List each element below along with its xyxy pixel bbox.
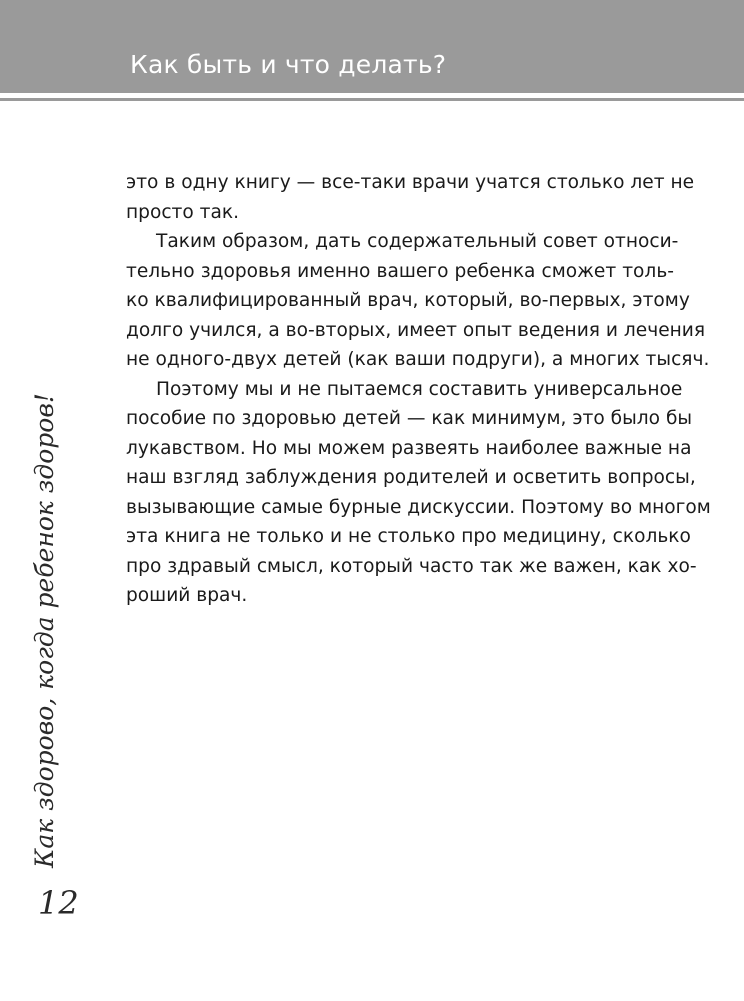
text-line: лукавством. Но мы можем развеять наиболее важные на: [126, 437, 692, 459]
body-text: [126, 168, 711, 611]
text-line: роший врач.: [126, 585, 248, 606]
text-line: про здравый смысл, который часто так же важен, как хо-: [126, 555, 697, 577]
text-line: тельно здоровья именно вашего ребенка сможет толь-: [126, 260, 674, 282]
text-line: пособие по здоровью детей — как минимум, это было бы: [126, 408, 693, 429]
header-rule: [0, 98, 744, 101]
header-band: [0, 0, 744, 93]
text-line: не одного-двух детей (как ваши подруги), а многих тысяч.: [126, 349, 710, 370]
text-line: это в одну книгу — все-таки врачи учатся столько лет не: [126, 172, 695, 193]
text-line: наш взгляд заблуждения родителей и осветить вопросы,: [126, 467, 696, 488]
text-line: эта книга не только и не столько про медицину, сколько: [126, 526, 691, 547]
text-line: Таким образом, дать содержательный совет относи-: [156, 231, 679, 252]
text-line: ко квалифицированный врач, который, во-первых, этому: [126, 290, 690, 311]
book-title-caption: Как здорово, когда ребенок здоров!: [30, 393, 59, 868]
text-line: Поэтому мы и не пытаемся составить универсальное: [156, 378, 683, 400]
text-line: просто так.: [126, 201, 240, 223]
text-line: вызывающие самые бурные дискуссии. Поэтому во многом: [126, 496, 711, 518]
text-line: долго учился, а во-вторых, имеет опыт ведения и лечения: [126, 319, 706, 341]
chapter-title: Как быть и что делать?: [130, 50, 447, 79]
page-number: 12: [38, 884, 79, 922]
